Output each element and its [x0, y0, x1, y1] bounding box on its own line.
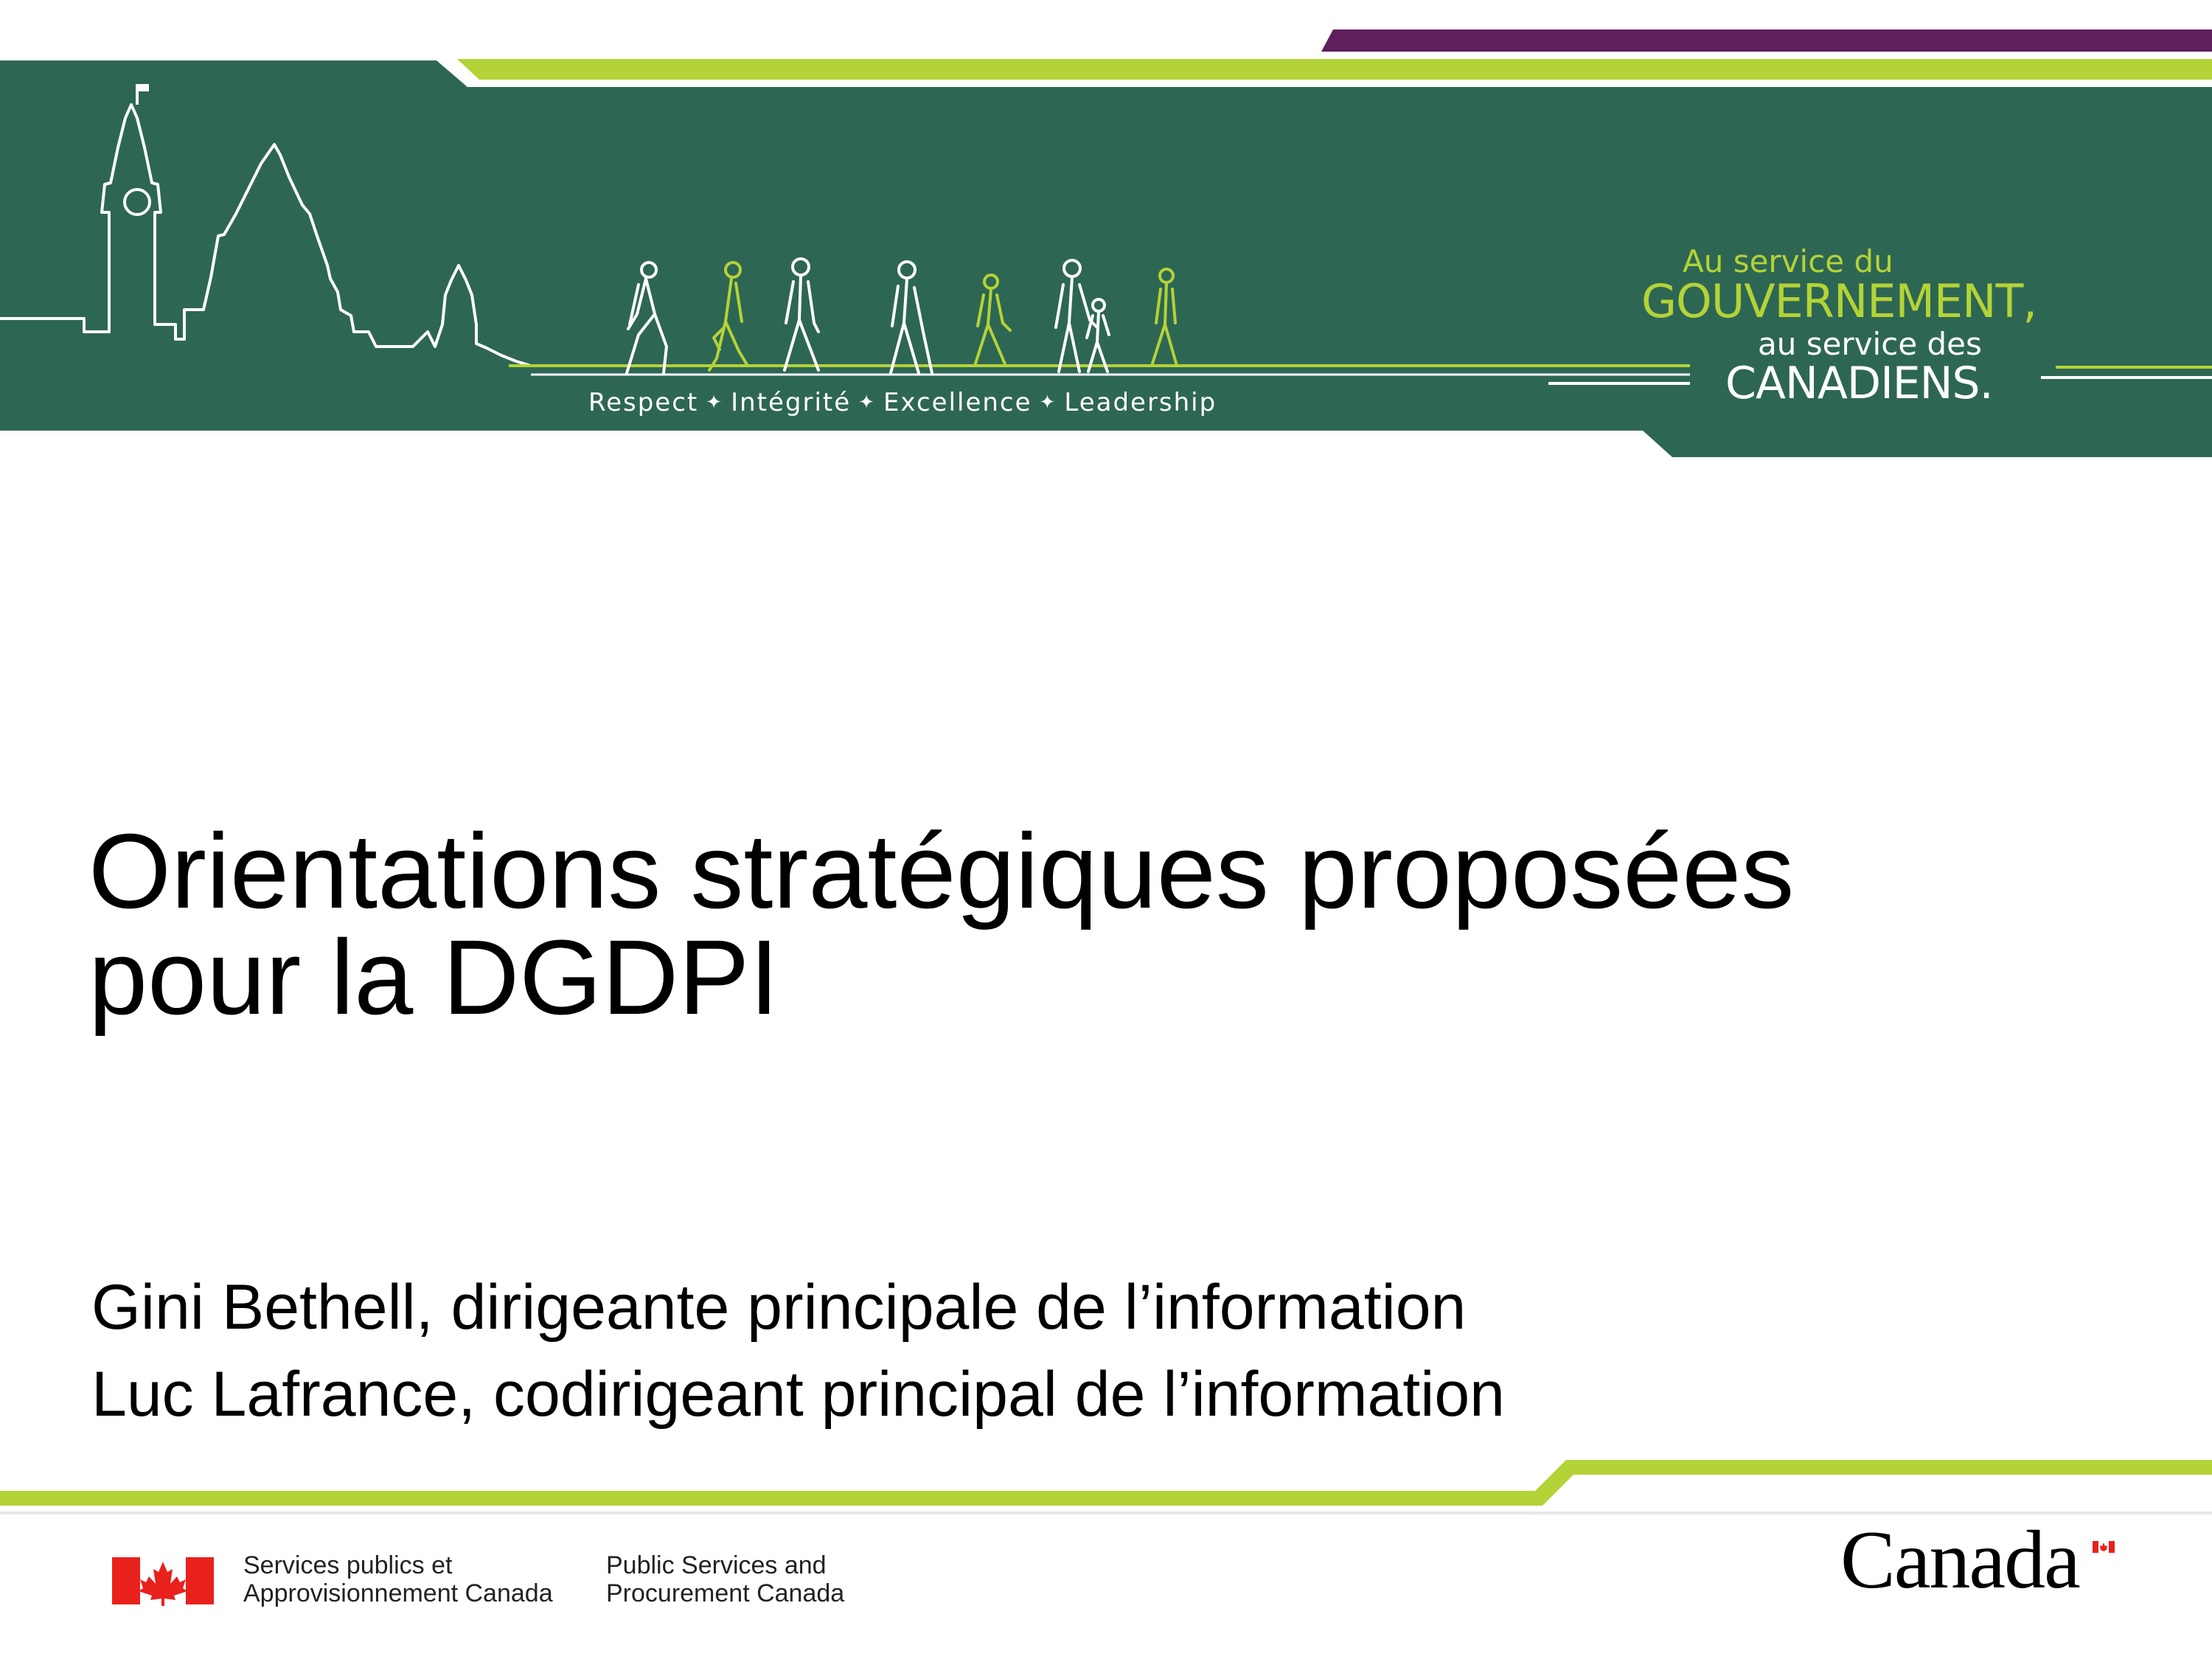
- department-name-en: [606, 1551, 844, 1607]
- maple-leaf-icon: ✦: [706, 392, 724, 414]
- footer-lime-stripe: [0, 1460, 2212, 1506]
- slide-title-line-1: Orientations stratégiques proposées: [88, 812, 1795, 931]
- values-tagline: [588, 388, 1217, 417]
- slide-title: [88, 812, 2153, 1037]
- maple-leaf-icon: ✦: [858, 392, 876, 414]
- value-respect: Respect: [588, 388, 699, 417]
- value-integrite: Intégrité: [731, 388, 852, 417]
- value-leadership: Leadership: [1064, 388, 1217, 417]
- presenter-2: Luc Lafrance, codirigeant principal de l’information: [91, 1359, 1505, 1430]
- value-excellence: Excellence: [883, 388, 1032, 417]
- department-name-fr: [243, 1551, 553, 1607]
- slogan-line-2: GOUVERNEMENT,: [1641, 274, 2037, 328]
- slide-title-line-2: pour la DGDPI: [88, 918, 779, 1037]
- purple-accent-stripe: [1321, 29, 2212, 52]
- slogan-line-1: Au service du: [1683, 243, 1893, 279]
- canada-wordmark-flag-icon: [2093, 1541, 2115, 1553]
- department-fr-line-1: Services publics et: [243, 1551, 453, 1579]
- maple-leaf-icon: ✦: [1039, 392, 1057, 414]
- canada-wordmark: Canada: [1840, 1514, 2079, 1606]
- canada-flag-icon: [112, 1557, 214, 1606]
- department-en-line-1: Public Services and: [606, 1551, 827, 1579]
- department-fr-line-2: Approvisionnement Canada: [243, 1579, 553, 1607]
- slogan-line-3: au service des: [1758, 326, 1982, 362]
- maple-leaf-icon: [139, 1562, 187, 1606]
- slogan-line-4: CANADIENS.: [1725, 358, 1993, 409]
- lime-accent-stripe: [457, 59, 2212, 80]
- presenter-1: Gini Bethell, dirigeante principale de l’information: [91, 1272, 1467, 1343]
- department-en-line-2: Procurement Canada: [606, 1579, 845, 1607]
